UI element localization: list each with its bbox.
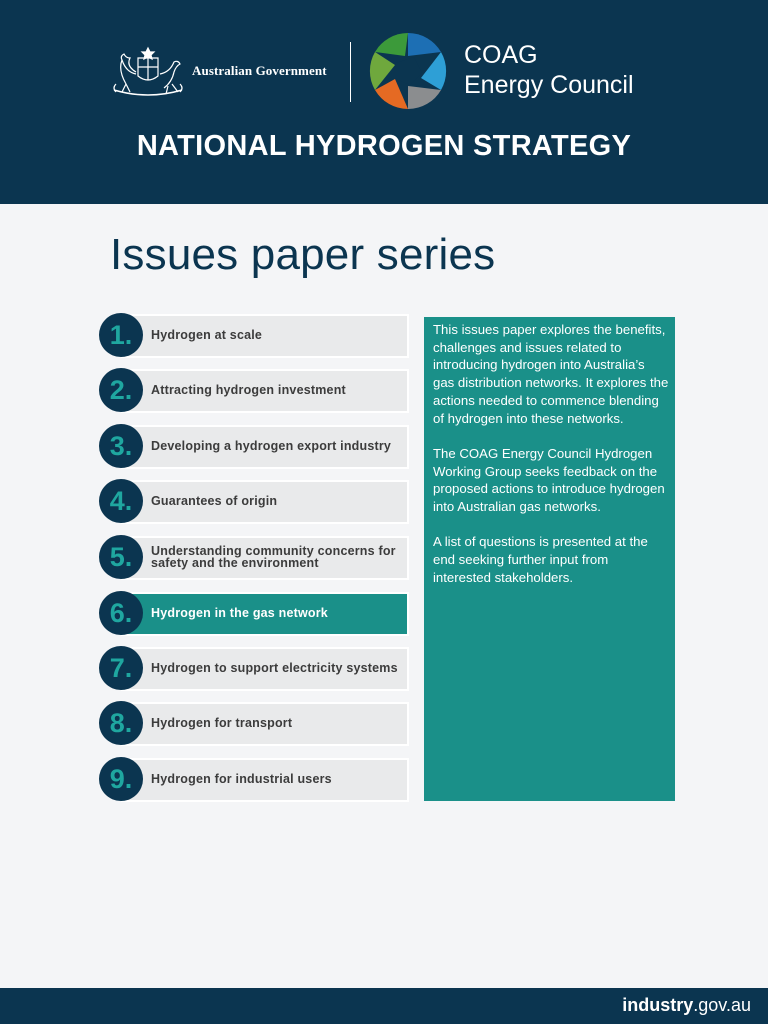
issue-item-8 (99, 700, 409, 746)
issue-number-badge: 8. (99, 701, 143, 745)
coag-title-line2: Energy Council (464, 71, 634, 99)
issue-label: Hydrogen at scale (151, 328, 263, 342)
issue-label: Hydrogen for transport (151, 716, 293, 730)
summary-paragraph-3: A list of questions is presented at the end seeking further input from interested stakeholders. (433, 534, 648, 585)
header-banner (0, 0, 768, 204)
summary-paragraph-2: The COAG Energy Council Hydrogen Working Group seeks feedback on the proposed actions to introduce hydrogen into Australian gas networks. (433, 445, 665, 515)
coat-of-arms-icon (108, 44, 188, 98)
issue-label: Hydrogen for industrial users (151, 772, 332, 786)
issue-number-badge: 4. (99, 479, 143, 523)
coag-energy-council-title (464, 40, 634, 100)
footer-site-bold: industry (622, 995, 694, 1015)
issue-label: Hydrogen to support electricity systems (151, 661, 398, 675)
logo-divider (350, 42, 351, 102)
issue-label: Understanding community concerns for safety and the environment (151, 544, 396, 570)
issue-item-4 (99, 478, 409, 524)
footer-site-rest: .gov.au (693, 995, 751, 1015)
summary-box (424, 317, 675, 801)
coag-energy-ring-icon (366, 32, 450, 110)
page-title: Issues paper series (110, 230, 496, 279)
issue-number-badge: 6. (99, 591, 143, 635)
coag-title-line1: COAG (464, 41, 538, 69)
issue-number-badge: 2. (99, 368, 143, 412)
summary-paragraph-1: This issues paper explores the benefits, challenges and issues related to introducing hydrogen into Australia’s gas distribution networks. It explores the actions needed to commence blending of hydrogen into these networks. (433, 322, 669, 426)
issue-item-6 (99, 590, 409, 636)
issue-label: Guarantees of origin (151, 494, 278, 508)
issue-label: Attracting hydrogen investment (151, 383, 346, 397)
issue-item-1 (99, 312, 409, 358)
issue-label: Hydrogen in the gas network (151, 606, 328, 620)
issue-number-badge: 5. (99, 535, 143, 579)
issue-item-7 (99, 645, 409, 691)
issue-number-badge: 1. (99, 313, 143, 357)
footer-website (622, 995, 751, 1016)
issue-number-badge: 9. (99, 757, 143, 801)
issue-number-badge: 7. (99, 646, 143, 690)
issue-number-badge: 3. (99, 424, 143, 468)
issue-label: Developing a hydrogen export industry (151, 439, 392, 453)
strategy-title: NATIONAL HYDROGEN STRATEGY (136, 130, 632, 162)
issue-item-3 (99, 423, 409, 469)
issue-item-2 (99, 367, 409, 413)
issue-item-5 (99, 534, 409, 580)
issue-item-9 (99, 756, 409, 802)
footer-bar (0, 988, 768, 1024)
government-name: Australian Government (192, 63, 327, 78)
